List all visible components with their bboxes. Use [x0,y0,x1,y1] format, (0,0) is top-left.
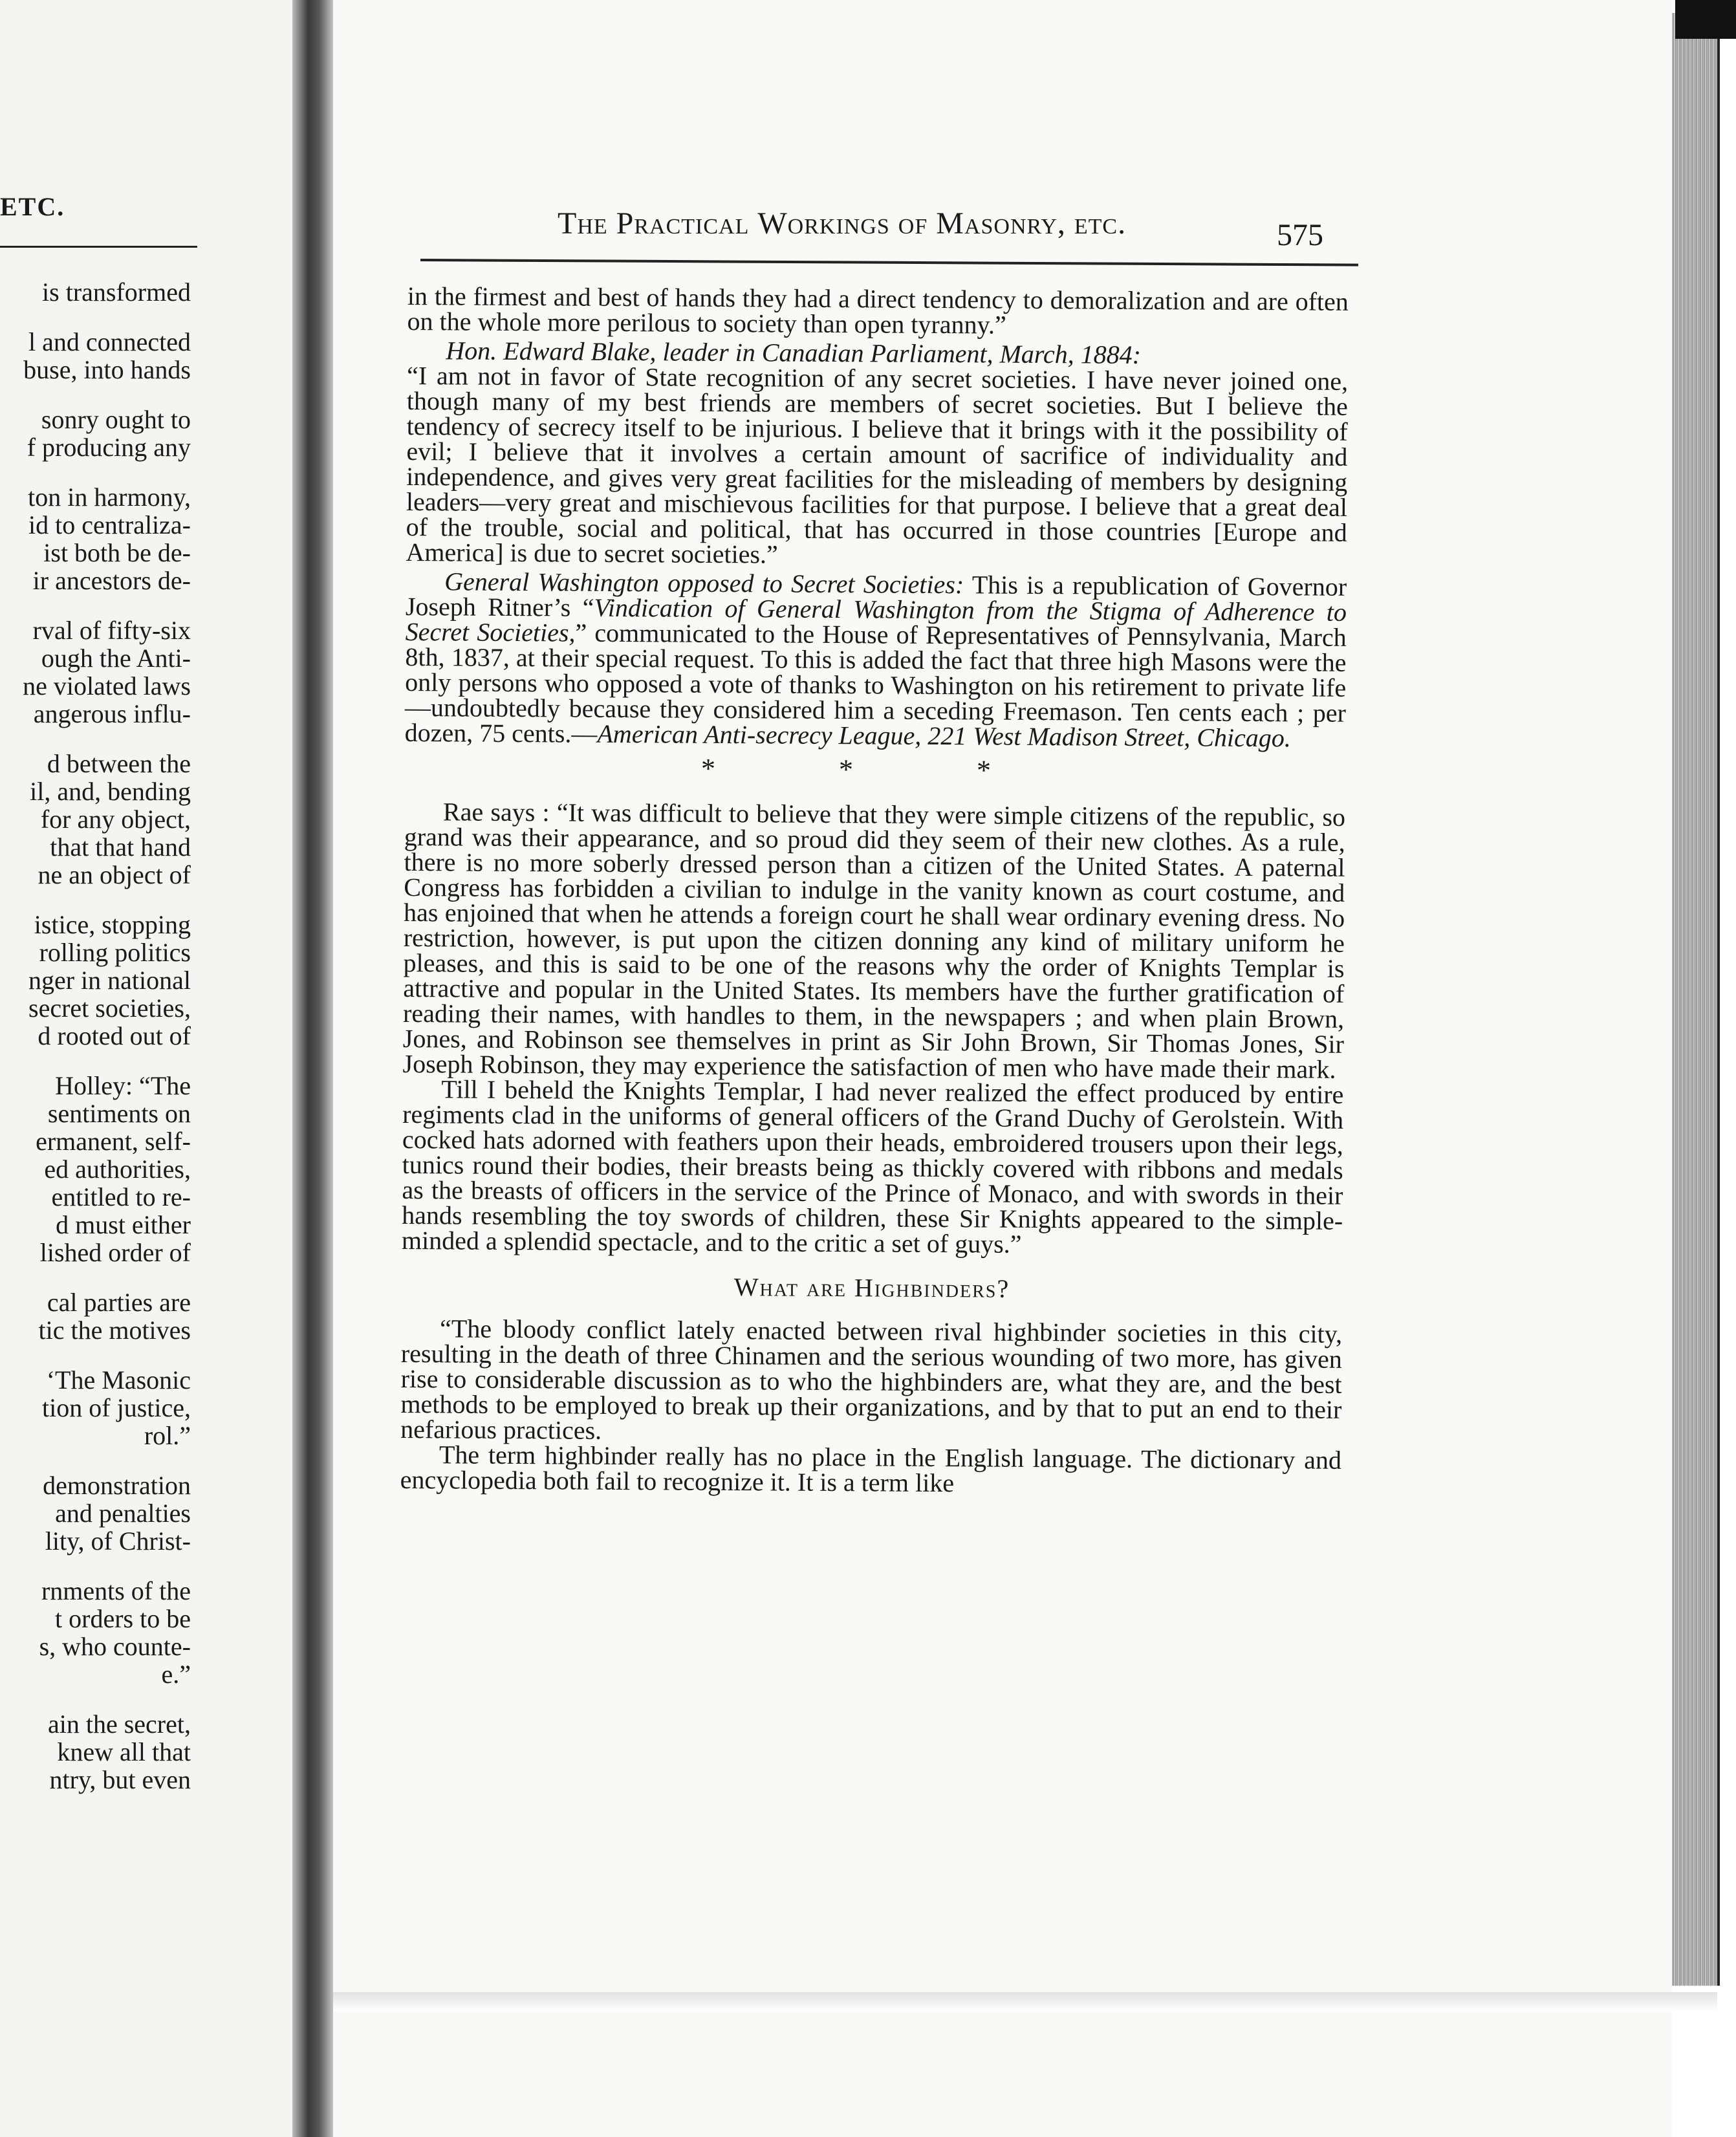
left-page-line: ist both be de- [43,538,191,567]
left-page-line: ermanent, self- [36,1127,191,1156]
left-page-line: nger in national [28,966,191,995]
left-facing-page [0,0,299,2137]
left-page-line: ton in harmony, [28,483,191,512]
rae-paragraph: Rae says : “It was difficult to believe that they were simple citizens of the republic, so grand was their appearance, and so proud did they seem of their new clothes. As a rule, there is no more soberly dressed person than a citizen of the United States. A paternal Congress has forbidden a civilian to indulge in the vanity known as court costume, and has enjoined that when he attends a foreign court he shall wear ordinary evening dress. No restriction, however, is put upon the citizen donning any kind of military uniform he pleases, and this is said to be one of the reasons why the order of Knights Templar is attractive and popular in the United States. Its members have the further gratification of reading their names, with handles to them, in the newspapers ; and when plain Brown, Jones, and Robinson see themselves in print as Sir John Brown, Sir Thomas Jones, Sir Joseph Robinson, they may experience the satisfaction of men who have made their mark. [402,797,1346,1084]
running-head [558,206,1334,241]
left-page-line: s, who counte- [39,1632,191,1661]
left-page-line: e.” [161,1660,191,1689]
left-page-line: id to centraliza- [28,510,191,539]
section-heading: What are Highbinders? [733,1272,1010,1303]
page-edges [1672,13,1720,1986]
washington-publisher: American Anti-secrecy League, 221 West Madison Street, Chicago. [597,719,1291,753]
left-page-line: ntry, but even [49,1765,191,1794]
left-page-line: and penalties [55,1499,191,1528]
left-page-line: angerous influ- [33,699,191,728]
left-page-line: is transformed [42,277,191,307]
left-page-line: f producing any [27,433,191,462]
left-page-line: ‘The Masonic [46,1365,191,1394]
page-bottom-shadow [333,1992,1717,2012]
left-page-line: rnments of the [41,1576,191,1605]
highbinder-paragraph-1: “The bloody conflict lately enacted between rival highbinder societies in this city, resulting in the death of three Chinamen and the serious wounding of two more, has given rise to considerable discussion as to who the highbinders are, what they are, and the best methods to be employed to break up their organizations, and by that to put an end to their nefarious practices. [400,1314,1343,1445]
left-page-line: for any object, [40,805,191,834]
section-break-stars: * * * [700,752,1050,787]
washington-book-title: Vindication of General Washington from the Stigma of Adherence to Secret Societies, [405,592,1347,647]
book-gutter [292,0,338,2137]
washington-title: General Washington opposed to Secret Societies: [444,567,964,600]
highbinder-paragraph-2: The term highbinder really has no place in the English language. The dictionary and encyclopedia both fail to recognize it. It is a term like [400,1440,1342,1498]
washington-text-1: This is a republication of Governor Joseph Ritner’s “ [405,570,1347,622]
left-page-line: buse, into hands [23,355,191,384]
left-page-line: d between the [47,749,191,778]
left-page-line: istice, stopping [34,910,191,939]
washington-text-2: ” communicated to the House of Representatives of Pennsylvania, March 8th, 1837, at their special request. To this is added the fact that three high Masons were the only persons who opposed a vote of thanks to Washington on his retirement to private life—undoubtedly because they considered him a seceding Freemason. Ten cents each ; per dozen, 75 cents.— [404,618,1347,748]
scan-background-corner [1675,0,1736,39]
left-page-line: knew all that [57,1737,191,1766]
left-page-line: tic the motives [38,1316,191,1345]
left-running-head: ETC. [0,192,65,221]
running-head-masonry: Masonry, [936,206,1066,241]
left-page-line: ed authorities, [44,1155,191,1184]
left-page-line: ne violated laws [23,671,191,700]
left-page-line: rolling politics [39,938,191,967]
blake-attribution-text: Hon. Edward Blake, leader in Canadian Parliament, March, 1884: [446,336,1142,369]
left-page-line: ough the Anti- [41,644,191,673]
running-head-of: of [898,206,928,241]
left-page-line: tion of justice, [42,1393,191,1422]
washington-notice [405,569,1347,751]
left-page-line: ir ancestors de- [32,566,191,595]
knights-paragraph: Till I beheld the Knights Templar, I had never realized the effect produced by entire regiments clad in the uniforms of general officers of the Grand Duchy of Gerolstein. With cocked hats adorned with feathers upon their heads, embroidered trousers upon their legs, tunics round their bodies, their breasts being as thickly covered with ribbons and medals as the breasts of officers in the service of the Prince of Monaco, and with swords in their hands resembling the toy swords of children, these Sir Knights appeared to the simple-minded a splendid spectacle, and to the critic a set of guys.” [401,1074,1344,1259]
running-head-the: The [558,206,608,241]
left-page-line: rval of fifty-six [32,616,191,645]
left-page-line: d must either [56,1210,191,1239]
page-number: 575 [1277,218,1323,252]
left-page-line: ain the secret, [48,1709,191,1739]
left-page-line: demonstration [43,1471,191,1500]
blake-quote: “I am not in favor of State recognition of any secret societies. I have never joined one, though many of my best friends are members of secret societies. But I believe the tendency of secrecy itself to be injurious. I believe that it brings with it the possibility of evil; I believe that it involves a certain amount of sacrifice of individuality and independence, and gives very great facilities for the misleading of members by designing leaders—very great and mischievous facilities for that purpose. I believe that a great deal of the trouble, social and political, that has occurred in those countries [Europe and America] is due to secret societies.” [406,360,1349,569]
left-page-line: ne an object of [38,860,191,889]
left-page-line: cal parties are [47,1288,191,1317]
left-page-line: sentiments on [47,1099,191,1128]
left-page-text [0,278,191,1794]
running-head-practical: Practical [616,206,750,241]
left-page-line: Holley: “The [55,1071,191,1100]
left-page-line: lished order of [39,1238,191,1267]
left-page-line: secret societies, [28,993,191,1023]
left-page-line: d rooted out of [38,1021,191,1050]
left-page-line: lity, of Christ- [45,1526,191,1556]
running-head-workings: Workings [757,206,890,241]
left-page-line: rol.” [144,1421,191,1450]
left-head-rule [0,246,197,248]
left-page-line: t orders to be [55,1604,191,1633]
running-head-etc: etc. [1074,206,1127,241]
paragraph-continuation: in the firmest and best of hands they had a direct tendency to demoralization and are often on the whole more perilous to society than open tyranny.” [407,281,1349,340]
left-page-line: sonry ought to [41,405,191,434]
left-page-line: l and connected [28,327,191,356]
main-text-column [400,283,1349,1498]
left-page-line: il, and, bending [30,777,191,806]
left-page-line: entitled to re- [51,1182,191,1211]
left-page-line: that that hand [50,832,191,862]
